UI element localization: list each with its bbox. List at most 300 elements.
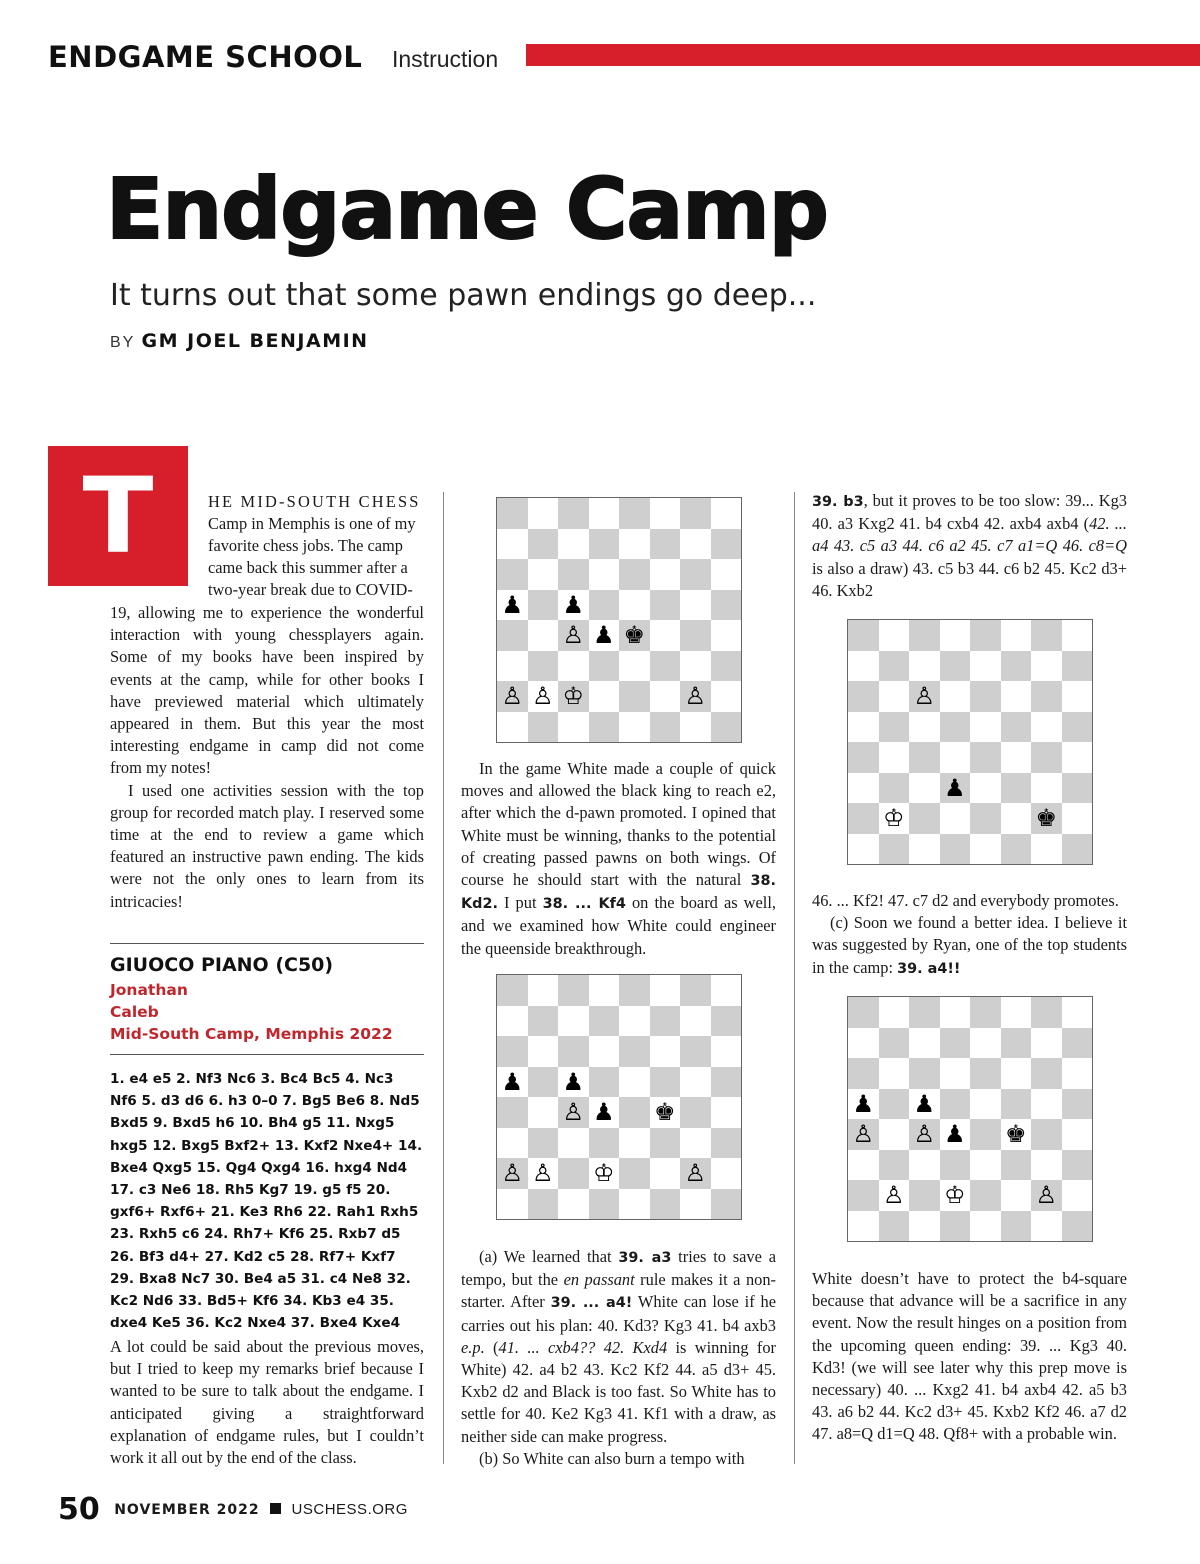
move: 38. ... Kf4 bbox=[542, 896, 626, 913]
square-h5 bbox=[711, 590, 742, 621]
square-c1 bbox=[909, 1211, 940, 1242]
chess-piece-d3: ♟ bbox=[943, 773, 966, 802]
text: rule makes it a non-starter. After bbox=[461, 1270, 776, 1312]
square-g8 bbox=[680, 975, 711, 1006]
square-g5 bbox=[680, 1067, 711, 1098]
square-a3 bbox=[848, 773, 879, 804]
square-b8 bbox=[879, 997, 910, 1028]
square-c7 bbox=[909, 1028, 940, 1059]
square-b3 bbox=[528, 1128, 559, 1159]
square-c1 bbox=[558, 712, 589, 743]
square-g7 bbox=[1031, 651, 1062, 682]
square-b3 bbox=[528, 651, 559, 682]
square-a7 bbox=[848, 651, 879, 682]
square-e4 bbox=[970, 1119, 1001, 1150]
square-d4 bbox=[589, 620, 620, 651]
chess-piece-g2: ♙ bbox=[1035, 1181, 1057, 1210]
square-d6 bbox=[589, 559, 620, 590]
text: (a) We learned that bbox=[479, 1247, 619, 1266]
square-a7 bbox=[497, 1006, 528, 1037]
chess-diagram-4 bbox=[847, 996, 1093, 1242]
square-d8 bbox=[940, 997, 971, 1028]
square-h2 bbox=[711, 1158, 742, 1189]
square-b6 bbox=[528, 559, 559, 590]
chess-piece-e4: ♚ bbox=[623, 621, 645, 650]
square-e4 bbox=[619, 620, 650, 651]
square-d8 bbox=[940, 620, 971, 651]
chess-piece-a5: ♟ bbox=[501, 1067, 523, 1096]
square-d2 bbox=[589, 681, 620, 712]
lead-line-4: came back this summer after a bbox=[208, 558, 408, 577]
square-c8 bbox=[909, 620, 940, 651]
square-f7 bbox=[650, 529, 681, 560]
square-e8 bbox=[619, 498, 650, 529]
square-h1 bbox=[711, 712, 742, 743]
square-h6 bbox=[1062, 1058, 1093, 1089]
square-d1 bbox=[589, 712, 620, 743]
square-e6 bbox=[970, 681, 1001, 712]
square-f6 bbox=[1001, 681, 1032, 712]
square-e7 bbox=[970, 651, 1001, 682]
square-f3 bbox=[1001, 1150, 1032, 1181]
square-e1 bbox=[619, 712, 650, 743]
square-h6 bbox=[1062, 681, 1093, 712]
footer-square-icon bbox=[270, 1503, 281, 1514]
square-h5 bbox=[711, 1067, 742, 1098]
chess-piece-d4: ♟ bbox=[592, 1098, 615, 1127]
square-b7 bbox=[528, 1006, 559, 1037]
square-d4 bbox=[589, 1097, 620, 1128]
square-f5 bbox=[650, 590, 681, 621]
square-a7 bbox=[497, 529, 528, 560]
square-h2 bbox=[1062, 803, 1093, 834]
chess-diagram-2 bbox=[496, 974, 742, 1220]
square-d8 bbox=[589, 498, 620, 529]
column-1-text bbox=[110, 602, 424, 913]
square-g3 bbox=[1031, 773, 1062, 804]
chess-piece-a2: ♙ bbox=[501, 682, 523, 711]
square-a4 bbox=[848, 1119, 879, 1150]
square-g5 bbox=[680, 590, 711, 621]
square-g6 bbox=[1031, 1058, 1062, 1089]
square-f8 bbox=[1001, 997, 1032, 1028]
section-header bbox=[48, 40, 1200, 76]
square-h4 bbox=[711, 1097, 742, 1128]
square-g4 bbox=[1031, 742, 1062, 773]
chess-piece-c5: ♟ bbox=[562, 590, 584, 619]
square-h4 bbox=[1062, 1119, 1093, 1150]
square-d6 bbox=[589, 1036, 620, 1067]
square-d7 bbox=[589, 529, 620, 560]
square-b8 bbox=[879, 620, 910, 651]
square-g1 bbox=[680, 712, 711, 743]
col3-paragraph-3 bbox=[812, 912, 1127, 980]
square-b3 bbox=[879, 773, 910, 804]
square-e7 bbox=[619, 1006, 650, 1037]
move: 38. Kd2. bbox=[461, 873, 776, 913]
square-b1 bbox=[879, 1211, 910, 1242]
square-e2 bbox=[619, 681, 650, 712]
square-a3 bbox=[497, 651, 528, 682]
byline bbox=[110, 330, 369, 352]
square-b1 bbox=[528, 1189, 559, 1220]
square-h5 bbox=[1062, 712, 1093, 743]
square-d2 bbox=[940, 1180, 971, 1211]
square-f5 bbox=[1001, 1089, 1032, 1120]
chess-piece-b2: ♙ bbox=[531, 1159, 554, 1188]
square-b4 bbox=[879, 742, 910, 773]
square-b5 bbox=[879, 712, 910, 743]
chess-piece-c2: ♔ bbox=[562, 682, 584, 711]
header-red-bar bbox=[526, 44, 1200, 66]
chess-piece-c5: ♟ bbox=[562, 1067, 584, 1096]
square-a5 bbox=[497, 1067, 528, 1098]
square-d5 bbox=[940, 1089, 971, 1120]
square-g1 bbox=[1031, 1211, 1062, 1242]
game-rule-top bbox=[110, 943, 424, 944]
chess-diagram-1 bbox=[496, 497, 742, 743]
square-f6 bbox=[650, 1036, 681, 1067]
text: , but it proves to be too slow: 39... Kg3 40. a3 Kxg2 41. b4 cxb4 42. axb4 axb4 ( bbox=[812, 491, 1127, 534]
square-a4 bbox=[497, 620, 528, 651]
lead-line-5: two-year break due to COVID- bbox=[208, 580, 413, 599]
square-e3 bbox=[970, 773, 1001, 804]
square-g3 bbox=[1031, 1150, 1062, 1181]
chess-diagram-3 bbox=[847, 619, 1093, 865]
square-a8 bbox=[497, 975, 528, 1006]
text: ( bbox=[484, 1337, 499, 1357]
square-f5 bbox=[650, 1067, 681, 1098]
square-e2 bbox=[619, 1158, 650, 1189]
square-g6 bbox=[1031, 681, 1062, 712]
square-f2 bbox=[1001, 1180, 1032, 1211]
text: is also a draw) 43. c5 b3 44. c6 b2 45. Kc2 d3+ 46. Kxb2 bbox=[812, 558, 1127, 600]
lead-line-2: Camp in Memphis is one of my bbox=[208, 514, 416, 533]
square-d2 bbox=[589, 1158, 620, 1189]
text: is winning for White) 42. a4 b2 43. Kc2 Kf2 44. a5 d3+ 45. Kxb2 d2 and Black is too fast. So White has to settle for 40. Ke2 Kg3 41. Kf1 with a draw, as neither side can make progress. bbox=[461, 1337, 776, 1446]
col2-paragraph-b: (b) So White can also burn a tempo with bbox=[479, 1448, 745, 1468]
square-a2 bbox=[848, 803, 879, 834]
square-g8 bbox=[1031, 620, 1062, 651]
square-g1 bbox=[680, 1189, 711, 1220]
square-b2 bbox=[879, 803, 910, 834]
square-d4 bbox=[940, 1119, 971, 1150]
square-a2 bbox=[497, 681, 528, 712]
square-a5 bbox=[848, 712, 879, 743]
square-f3 bbox=[1001, 773, 1032, 804]
square-c4 bbox=[909, 1119, 940, 1150]
square-d7 bbox=[940, 1028, 971, 1059]
square-e5 bbox=[970, 712, 1001, 743]
square-h3 bbox=[711, 651, 742, 682]
text: (c) Soon we found a better idea. I believe it was suggested by Ryan, one of the top students in the camp: bbox=[812, 913, 1127, 977]
square-h4 bbox=[1062, 742, 1093, 773]
square-b4 bbox=[528, 1097, 559, 1128]
square-b6 bbox=[879, 1058, 910, 1089]
square-h1 bbox=[711, 1189, 742, 1220]
square-g4 bbox=[1031, 1119, 1062, 1150]
chess-piece-c5: ♟ bbox=[913, 1089, 935, 1118]
square-a5 bbox=[497, 590, 528, 621]
square-d6 bbox=[940, 1058, 971, 1089]
square-g4 bbox=[680, 1097, 711, 1128]
square-b2 bbox=[879, 1180, 910, 1211]
square-f1 bbox=[650, 712, 681, 743]
square-a3 bbox=[497, 1128, 528, 1159]
square-g7 bbox=[680, 529, 711, 560]
square-b5 bbox=[879, 1089, 910, 1120]
italic-text: en passant bbox=[563, 1270, 635, 1290]
column-divider-2 bbox=[794, 492, 795, 1464]
square-h2 bbox=[711, 681, 742, 712]
chess-piece-d4: ♟ bbox=[592, 621, 615, 650]
square-a4 bbox=[497, 1097, 528, 1128]
square-d1 bbox=[940, 834, 971, 865]
square-a2 bbox=[497, 1158, 528, 1189]
square-f4 bbox=[1001, 742, 1032, 773]
square-e3 bbox=[619, 651, 650, 682]
column-3-text-a bbox=[812, 490, 1127, 602]
square-d3 bbox=[589, 1128, 620, 1159]
square-c4 bbox=[558, 620, 589, 651]
chess-piece-f4: ♚ bbox=[1004, 1120, 1027, 1149]
square-d4 bbox=[940, 742, 971, 773]
square-e3 bbox=[970, 1150, 1001, 1181]
square-f4 bbox=[1001, 1119, 1032, 1150]
square-d3 bbox=[940, 773, 971, 804]
square-c8 bbox=[909, 997, 940, 1028]
square-c6 bbox=[558, 1036, 589, 1067]
chess-piece-g2: ♙ bbox=[684, 1159, 706, 1188]
square-d7 bbox=[589, 1006, 620, 1037]
square-e8 bbox=[970, 620, 1001, 651]
square-b2 bbox=[528, 681, 559, 712]
square-g5 bbox=[1031, 712, 1062, 743]
italic-text: 41. ... cxb4?? 42. Kxd4 bbox=[498, 1337, 668, 1357]
page-number: 50 bbox=[58, 1492, 100, 1527]
square-e3 bbox=[619, 1128, 650, 1159]
square-g6 bbox=[680, 559, 711, 590]
chess-piece-d4: ♟ bbox=[943, 1120, 966, 1149]
column-1-closing bbox=[110, 1336, 424, 1469]
square-f8 bbox=[650, 975, 681, 1006]
square-c7 bbox=[909, 651, 940, 682]
square-b3 bbox=[879, 1150, 910, 1181]
square-g7 bbox=[680, 1006, 711, 1037]
square-h1 bbox=[1062, 1211, 1093, 1242]
square-h8 bbox=[1062, 620, 1093, 651]
square-b8 bbox=[528, 498, 559, 529]
square-b4 bbox=[528, 620, 559, 651]
section-subtitle: Instruction bbox=[392, 46, 499, 72]
square-a6 bbox=[497, 559, 528, 590]
page-footer bbox=[58, 1492, 408, 1527]
square-c2 bbox=[558, 681, 589, 712]
chess-piece-c4: ♙ bbox=[562, 621, 584, 650]
square-g4 bbox=[680, 620, 711, 651]
square-c5 bbox=[558, 590, 589, 621]
square-b4 bbox=[879, 1119, 910, 1150]
square-g2 bbox=[680, 681, 711, 712]
square-h2 bbox=[1062, 1180, 1093, 1211]
square-b7 bbox=[879, 651, 910, 682]
square-g2 bbox=[1031, 1180, 1062, 1211]
square-h7 bbox=[1062, 651, 1093, 682]
paragraph-3: A lot could be said about the previous moves, but I tried to keep my remarks brief because I wanted to be sure to talk about the endgame. I anticipated giving a straightforward explanation of endgame rules, but I couldn’t work it all out by the end of the class. bbox=[110, 1337, 424, 1468]
footer-website: USCHESS.ORG bbox=[291, 1501, 408, 1518]
square-h8 bbox=[1062, 997, 1093, 1028]
square-d1 bbox=[940, 1211, 971, 1242]
col2-paragraph-1 bbox=[461, 758, 776, 960]
move: 39. a4!! bbox=[897, 960, 961, 977]
square-b1 bbox=[879, 834, 910, 865]
square-e6 bbox=[619, 559, 650, 590]
square-e5 bbox=[970, 1089, 1001, 1120]
italic-text: 42. ... a4 43. c5 a3 44. c6 a2 45. c7 a1=Q 46. c8=Q bbox=[812, 514, 1127, 556]
square-g2 bbox=[680, 1158, 711, 1189]
square-d7 bbox=[940, 651, 971, 682]
section-name: ENDGAME SCHOOL bbox=[48, 40, 363, 74]
square-h6 bbox=[711, 1036, 742, 1067]
square-c8 bbox=[558, 975, 589, 1006]
square-c3 bbox=[558, 651, 589, 682]
square-e8 bbox=[970, 997, 1001, 1028]
square-h7 bbox=[711, 1006, 742, 1037]
square-a1 bbox=[848, 834, 879, 865]
game-title: GIUOCO PIANO (C50) bbox=[110, 954, 334, 976]
square-f1 bbox=[1001, 834, 1032, 865]
paragraph-2: I used one activities session with the top group for recorded match play. I reserved some time at the end to review a game which featured an instructive pawn ending. The kids were not the only ones to learn from its intricacies! bbox=[110, 780, 424, 911]
square-d5 bbox=[589, 1067, 620, 1098]
game-rule-bottom bbox=[110, 1054, 424, 1055]
square-f6 bbox=[1001, 1058, 1032, 1089]
square-d6 bbox=[940, 681, 971, 712]
square-e5 bbox=[619, 1067, 650, 1098]
square-g8 bbox=[1031, 997, 1062, 1028]
square-e1 bbox=[619, 1189, 650, 1220]
square-b6 bbox=[528, 1036, 559, 1067]
article-title: Endgame Camp bbox=[106, 160, 828, 258]
chess-piece-c4: ♙ bbox=[913, 1120, 935, 1149]
square-c4 bbox=[558, 1097, 589, 1128]
square-a1 bbox=[497, 712, 528, 743]
square-b2 bbox=[528, 1158, 559, 1189]
square-a4 bbox=[848, 742, 879, 773]
square-g1 bbox=[1031, 834, 1062, 865]
square-c2 bbox=[909, 803, 940, 834]
square-d3 bbox=[589, 651, 620, 682]
square-e4 bbox=[970, 742, 1001, 773]
square-c7 bbox=[558, 1006, 589, 1037]
square-e8 bbox=[619, 975, 650, 1006]
chess-piece-c4: ♙ bbox=[562, 1098, 584, 1127]
square-g6 bbox=[680, 1036, 711, 1067]
article-deck: It turns out that some pawn endings go deep... bbox=[110, 278, 817, 313]
chess-piece-b2: ♔ bbox=[882, 804, 905, 833]
square-a6 bbox=[848, 1058, 879, 1089]
square-d1 bbox=[589, 1189, 620, 1220]
chess-piece-a5: ♟ bbox=[852, 1089, 874, 1118]
drop-cap: T bbox=[48, 446, 188, 586]
chess-piece-b2: ♙ bbox=[882, 1181, 905, 1210]
chess-piece-g2: ♚ bbox=[1035, 804, 1057, 833]
square-c2 bbox=[909, 1180, 940, 1211]
square-f7 bbox=[650, 1006, 681, 1037]
text: White can lose if he carries out his plan: 40. Kd3? Kg3 41. b4 axb3 bbox=[461, 1292, 776, 1335]
square-g8 bbox=[680, 498, 711, 529]
square-b8 bbox=[528, 975, 559, 1006]
col3-paragraph-2: 46. ... Kf2! 47. c7 d2 and everybody promotes. bbox=[812, 891, 1119, 910]
lead-line-3: favorite chess jobs. The camp bbox=[208, 536, 403, 555]
square-h4 bbox=[711, 620, 742, 651]
column-3-text-b bbox=[812, 890, 1127, 980]
square-a1 bbox=[497, 1189, 528, 1220]
square-f7 bbox=[1001, 651, 1032, 682]
square-d3 bbox=[940, 1150, 971, 1181]
square-a6 bbox=[497, 1036, 528, 1067]
square-g5 bbox=[1031, 1089, 1062, 1120]
square-b1 bbox=[528, 712, 559, 743]
square-h6 bbox=[711, 559, 742, 590]
square-f8 bbox=[650, 498, 681, 529]
square-f3 bbox=[650, 651, 681, 682]
square-f8 bbox=[1001, 620, 1032, 651]
column-2-text-b bbox=[461, 1246, 776, 1470]
square-e2 bbox=[970, 803, 1001, 834]
square-b6 bbox=[879, 681, 910, 712]
square-c2 bbox=[558, 1158, 589, 1189]
square-f3 bbox=[650, 1128, 681, 1159]
square-e1 bbox=[970, 1211, 1001, 1242]
square-c3 bbox=[558, 1128, 589, 1159]
game-event: Mid-South Camp, Memphis 2022 bbox=[110, 1025, 393, 1043]
square-b7 bbox=[879, 1028, 910, 1059]
column-divider-1 bbox=[443, 492, 444, 1464]
chess-piece-a5: ♟ bbox=[501, 590, 523, 619]
column-3-text-c bbox=[812, 1268, 1127, 1446]
chess-piece-c6: ♙ bbox=[913, 682, 935, 711]
square-e1 bbox=[970, 834, 1001, 865]
square-d8 bbox=[589, 975, 620, 1006]
square-c4 bbox=[909, 742, 940, 773]
text: tries to save a tempo, but the bbox=[461, 1247, 776, 1290]
square-c7 bbox=[558, 529, 589, 560]
square-h3 bbox=[711, 1128, 742, 1159]
square-a1 bbox=[848, 1211, 879, 1242]
author-name: GM JOEL BENJAMIN bbox=[141, 330, 369, 352]
game-moves: 1. e4 e5 2. Nf3 Nc6 3. Bc4 Bc5 4. Nc3 Nf6 5. d3 d6 6. h3 0–0 7. Bg5 Be6 8. Nd5 Bxd5 9. Bxd5 h6 10. Bh4 g5 11. Nxg5 hxg5 12. Bxg5 Bxf2+ 13. Kxf2 Nxe4+ 14. Bxe4 Qxg5 15. Qg4 Qxg4 16. hxg4 Nd4 17. c3 Ne6 18. Rh5 Kg7 19. g5 f5 20. gxf6+ Rxf6+ 21. Ke3 Rh6 22. Rah1 Rxh5 23. Rxh5 c6 24. Rh7+ Kf6 25. Rxb7 d5 26. Bf3 d4+ 27. Kd2 c5 28. Rf7+ Kxf7 29. Bxa8 Nc7 30. Be4 a5 31. c4 Ne8 32. Kc2 Nd6 33. Bd5+ Kf6 34. Kb3 e4 35. dxe4 Ke5 36. Kc2 Nxe4 37. Bxe4 Kxe4 bbox=[110, 1071, 423, 1332]
move: 39. a3 bbox=[618, 1250, 672, 1266]
square-a2 bbox=[848, 1180, 879, 1211]
square-c5 bbox=[909, 712, 940, 743]
square-a6 bbox=[848, 681, 879, 712]
square-c6 bbox=[909, 681, 940, 712]
square-h7 bbox=[711, 529, 742, 560]
square-a5 bbox=[848, 1089, 879, 1120]
square-c5 bbox=[909, 1089, 940, 1120]
square-f6 bbox=[650, 559, 681, 590]
chess-piece-f4: ♚ bbox=[653, 1098, 676, 1127]
square-f2 bbox=[650, 681, 681, 712]
square-c1 bbox=[909, 834, 940, 865]
square-g3 bbox=[680, 1128, 711, 1159]
square-d5 bbox=[589, 590, 620, 621]
black-player: Caleb bbox=[110, 1003, 159, 1021]
square-c8 bbox=[558, 498, 589, 529]
square-f1 bbox=[650, 1189, 681, 1220]
chess-piece-a4: ♙ bbox=[852, 1120, 874, 1149]
italic-text: e.p. bbox=[461, 1337, 485, 1357]
